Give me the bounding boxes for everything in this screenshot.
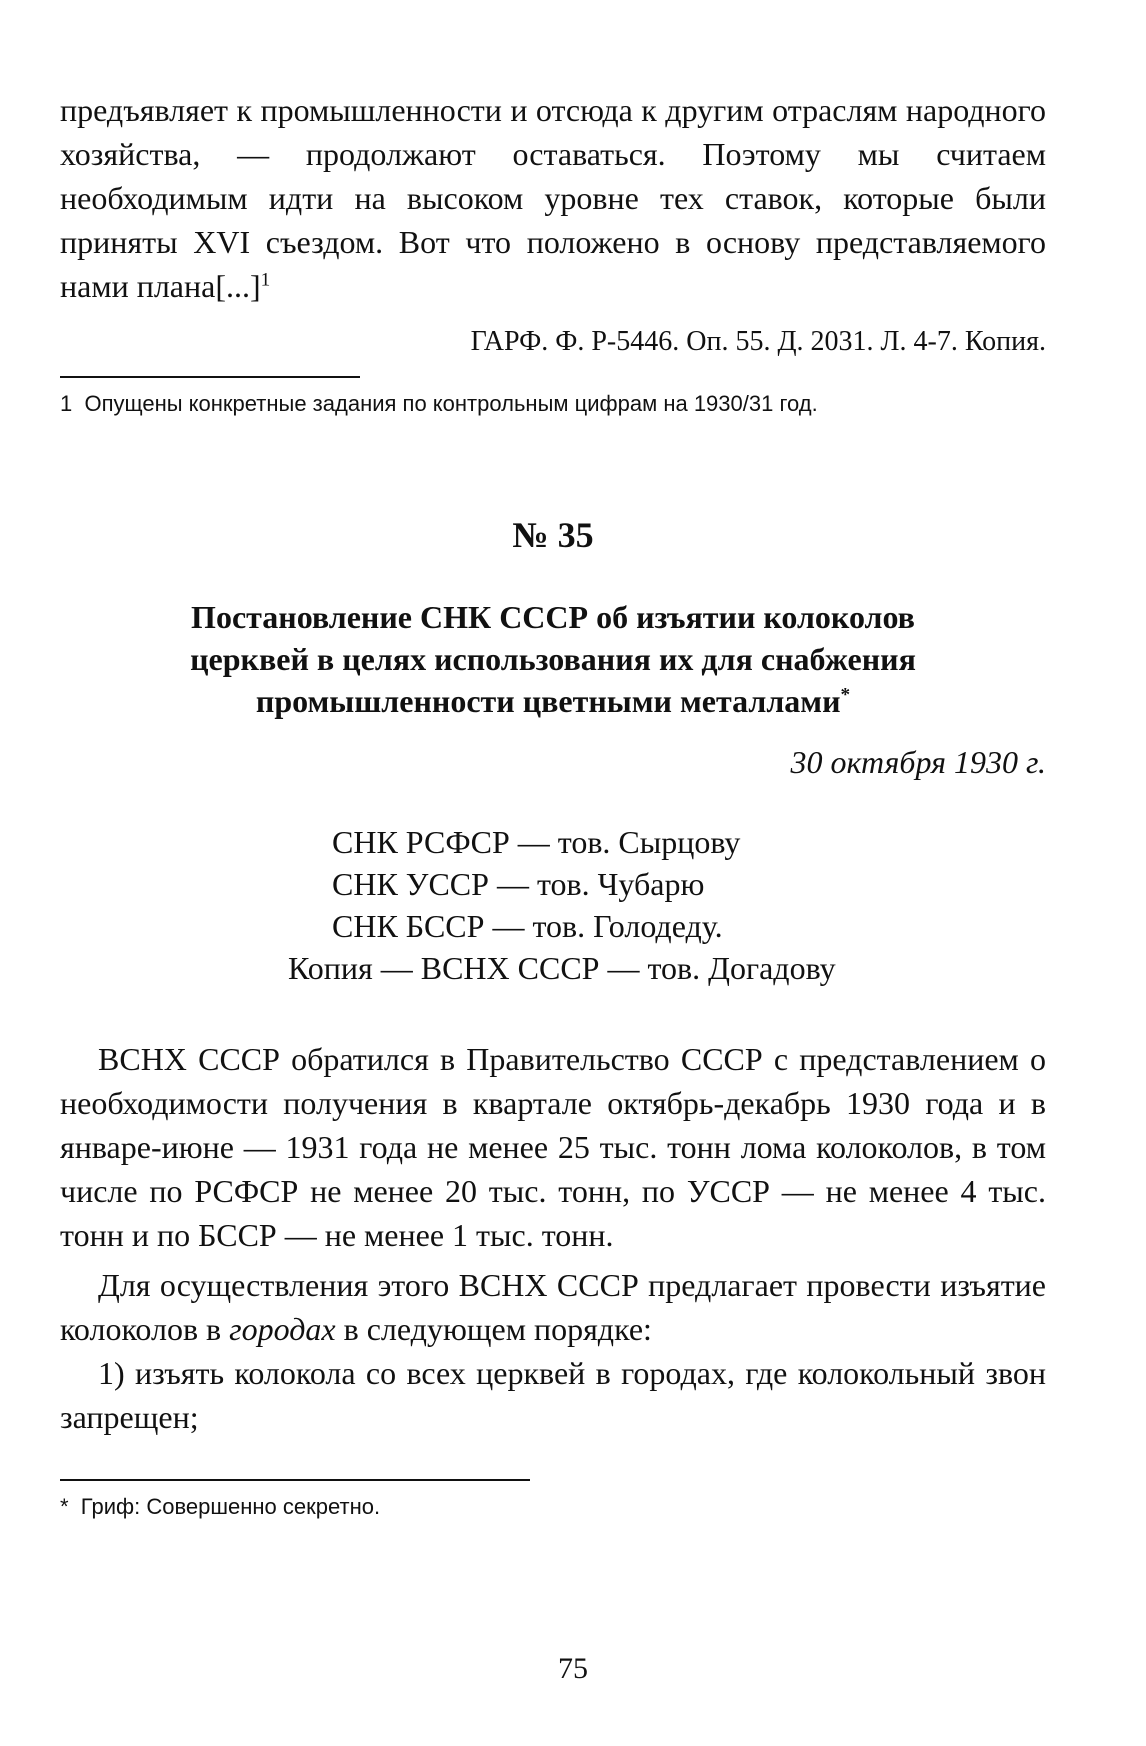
title-line: церквей в целях использования их для снабжения <box>190 641 916 677</box>
list-item: 1) изъять колокола со всех церквей в городах, где колокольный звон запрещен; <box>60 1355 1046 1435</box>
title-line <box>103 680 1003 722</box>
footnote-marker: * <box>60 1494 69 1519</box>
footnote-divider <box>60 376 360 378</box>
footnote-text: Гриф: Совершенно секретно. <box>80 1494 381 1519</box>
title-line: Постановление СНК СССР об изъятии колоколов <box>191 599 915 635</box>
paragraph-text: Для осуществления этого ВСНХ СССР предлагает провести изъятие колоколов в <box>60 1267 1046 1347</box>
document-date: 30 октября 1930 г. <box>790 744 1046 780</box>
main-paragraph: ВСНХ СССР обратился в Правительство СССР с представлением о необходимости получения в квартале октябрь-декабрь 1930 года и в январе-июне — 1931 года не менее 25 тыс. тонн лома колоколов, в том числе по РСФСР не менее 20 тыс. тонн, по УССР — не менее 4 тыс. тонн и по БССР — не менее 1 тыс. тонн. <box>60 1041 1046 1253</box>
title-footnote-reference: * <box>840 684 851 706</box>
recipient-line: Копия — ВСНХ СССР — тов. Догадову <box>288 950 836 986</box>
footnote-top <box>60 390 1046 418</box>
footnote-divider <box>60 1479 530 1481</box>
document-title <box>103 596 1003 722</box>
emphasized-word: городах <box>229 1311 336 1347</box>
recipient-line: СНК РСФСР — тов. Сырцову <box>332 824 741 860</box>
title-line-text: промышленности цветными металлами <box>255 683 841 719</box>
recipient-line: СНК УССР — тов. Чубарю <box>332 866 705 902</box>
recipients-list <box>288 821 1046 989</box>
recipient-line: СНК БССР — тов. Голодеду. <box>332 908 723 944</box>
archive-reference: ГАРФ. Ф. Р-5446. Оп. 55. Д. 2031. Л. 4-7. Копия. <box>470 326 1046 357</box>
footnote-reference: 1 <box>260 269 271 291</box>
page-number: 75 <box>558 1652 588 1685</box>
footnote-text: Опущены конкретные задания по контрольным цифрам на 1930/31 год. <box>84 391 818 416</box>
continuation-paragraph <box>60 88 1046 308</box>
footnote-bottom <box>60 1493 1046 1521</box>
main-paragraph <box>60 1263 1046 1351</box>
paragraph-text: в следующем порядке: <box>335 1311 652 1347</box>
footnote-marker: 1 <box>60 391 73 416</box>
document-number: № 35 <box>512 515 594 555</box>
continuation-text: предъявляет к промышленности и отсюда к другим отраслям народного хозяйства, — продолжают оставаться. Поэтому мы считаем необходимым идти на высоком уровне тех ставок, которые были приняты XVI съездом. Вот что положено в основу представляемого нами плана[...] <box>60 92 1046 304</box>
